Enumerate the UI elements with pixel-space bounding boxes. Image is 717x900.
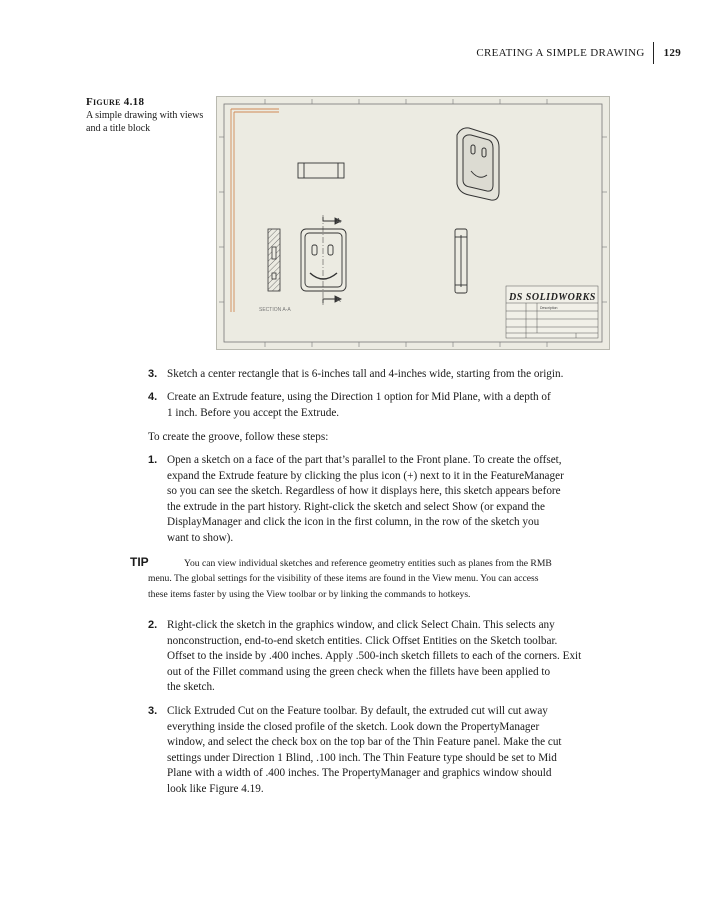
- step-text-line: settings under Direction 1 Blind, .100 inch. The Thin Feature type should be set to Mid: [167, 751, 557, 764]
- isometric-view: [457, 128, 499, 200]
- tip-line: You can view individual sketches and reference geometry entities such as planes from the RMB: [184, 558, 552, 569]
- step-text-line: the extrude in the part history. Right-click the sketch and select Show (or expand the: [167, 500, 545, 513]
- running-head-title: CREATING A SIMPLE DRAWING: [476, 47, 645, 59]
- step-text-line: out of the Fillet command using the green check when the fillets have been applied to: [167, 665, 551, 678]
- step-text-line: the sketch.: [167, 681, 215, 694]
- figure-label: Figure 4.18: [86, 96, 145, 108]
- step-text-line: DisplayManager and click the icon in the first column, in the row of the sketch you: [167, 516, 540, 529]
- step-text-line: Right-click the sketch in the graphics window, and click Select Chain. This selects any: [167, 619, 555, 631]
- drawing-sheet: [217, 97, 609, 349]
- step-number: 2.: [148, 619, 158, 631]
- step-text-line: Open a sketch on a face of the part that’s parallel to the Front plane. To create the offset,: [167, 454, 562, 466]
- top-view: [298, 163, 344, 178]
- step-text-line: Create an Extrude feature, using the Direction 1 option for Mid Plane, with a depth of: [167, 391, 551, 403]
- step-text: Sketch a center rectangle that is 6-inches tall and 4-inches wide, starting from the origin.: [167, 368, 564, 380]
- figure-caption: [86, 96, 216, 135]
- step-text-line: Click Extruded Cut on the Feature toolbar. By default, the extruded cut will cut away: [167, 705, 548, 717]
- drawing-figure: [216, 96, 610, 350]
- section-label-top: A: [336, 218, 341, 225]
- step-text-line: expand the Extrude feature by clicking the plus icon (+) next to it in the FeatureManager: [167, 469, 564, 482]
- front-view: [301, 215, 346, 305]
- tip-line: these items faster by using the View toolbar or by linking the commands to hotkeys.: [148, 588, 471, 600]
- running-head: [476, 42, 681, 64]
- right-view: [455, 229, 467, 293]
- tip-box: [130, 556, 660, 602]
- section-label-bottom: A: [336, 297, 341, 304]
- step-number: 1.: [148, 454, 158, 466]
- step-number: 3.: [148, 368, 158, 380]
- step-text-line: everything inside the closed profile of the sketch. Look down the PropertyManager: [167, 720, 540, 733]
- title-block-logo: DS SOLIDWORKS: [509, 292, 596, 303]
- step-number: 3.: [148, 705, 158, 717]
- groove-intro: To create the groove, follow these steps:: [148, 431, 329, 443]
- title-block-description: Description: [540, 306, 558, 310]
- step-text-line: want to show).: [167, 531, 234, 544]
- tip-label: TIP: [130, 555, 149, 569]
- figure-caption-text: A simple drawing with views and a title block: [86, 110, 204, 134]
- step-text-line: look like Figure 4.19.: [167, 782, 264, 795]
- step-text-line: so you can see the sketch. Regardless of how it displays here, this sketch appears before: [167, 485, 561, 498]
- step-text-line: Plane with a width of .400 inches. The PropertyManager and graphics window should: [167, 767, 552, 780]
- section-view-label: SECTION A-A: [259, 307, 291, 313]
- step-text-line: window, and select the check box on the top bar of the Thin Feature panel. Make the cut: [167, 736, 562, 749]
- tip-line: menu. The global settings for the visibility of these items are found in the View menu. You can access: [148, 573, 539, 585]
- page-number: 129: [663, 47, 681, 59]
- step-number: 4.: [148, 391, 158, 403]
- section-view: [268, 229, 280, 291]
- step-text-line: Offset to the inside by .400 inches. Apply .500-inch sketch fillets to each of the corners. Exit: [167, 650, 582, 663]
- step-text-line: nonconstruction, end-to-end sketch entities. Click Offset Entities on the Sketch toolbar.: [167, 634, 558, 647]
- step-text-line: 1 inch. Before you accept the Extrude.: [167, 406, 340, 419]
